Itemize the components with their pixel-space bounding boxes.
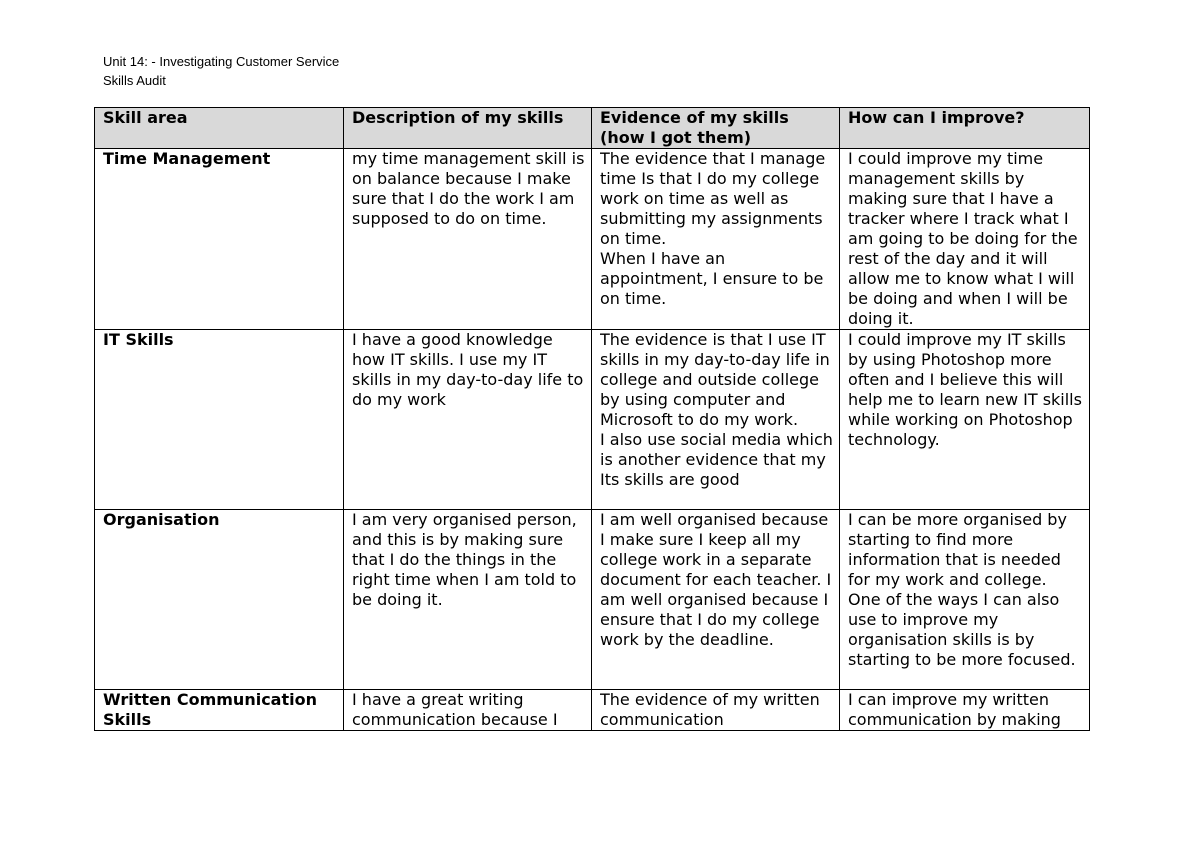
description-cell: I am very organised person, and this is by making sure that I do the things in the right time when I am told to be doing it. [344,510,592,690]
document-header [103,52,339,90]
unit-title: Unit 14: - Investigating Customer Service [103,54,340,69]
table-row [95,330,1090,510]
skills-audit-table [94,107,1090,731]
improve-cell: I can be more organised by starting to find more information that is needed for my work and college. One of the ways I can also use to improve my organisation skills is by starting to be more focused. [840,510,1090,690]
description-cell: my time management skill is on balance because I make sure that I do the work I am supposed to do on time. [344,149,592,330]
skill-area-cell: IT Skills [95,330,344,510]
improve-cell: I could improve my time management skills by making sure that I have a tracker where I track what I am going to be doing for the rest of the day and it will allow me to know what I will be doing and when I will be doing it. [840,149,1090,330]
skill-area-cell: Written Communication Skills [95,690,344,731]
evidence-cell: The evidence of my written communication [592,690,840,731]
skill-area-cell: Organisation [95,510,344,690]
header-skill-area: Skill area [95,108,344,149]
improve-cell: I can improve my written communication by making [840,690,1090,731]
header-evidence: Evidence of my skills (how I got them) [592,108,840,149]
document-subtitle: Skills Audit [103,73,166,88]
improve-cell: I could improve my IT skills by using Photoshop more often and I believe this will help me to learn new IT skills while working on Photoshop technology. [840,330,1090,510]
table-header-row [95,108,1090,149]
description-cell: I have a good knowledge how IT skills. I use my IT skills in my day-to-day life to do my work [344,330,592,510]
evidence-cell: I am well organised because I make sure I keep all my college work in a separate document for each teacher. I am well organised because I ensure that I do my college work by the deadline. [592,510,840,690]
header-description: Description of my skills [344,108,592,149]
description-cell: I have a great writing communication because I [344,690,592,731]
skill-area-cell: Time Management [95,149,344,330]
evidence-cell: The evidence that I manage time Is that I do my college work on time as well as submitting my assignments on time. When I have an appointment, I ensure to be on time. [592,149,840,330]
table-row [95,510,1090,690]
header-improve: How can I improve? [840,108,1090,149]
table-row [95,690,1090,731]
table-row [95,149,1090,330]
evidence-cell: The evidence is that I use IT skills in my day-to-day life in college and outside college by using computer and Microsoft to do my work. I also use social media which is another evidence that my Its skills are good [592,330,840,510]
